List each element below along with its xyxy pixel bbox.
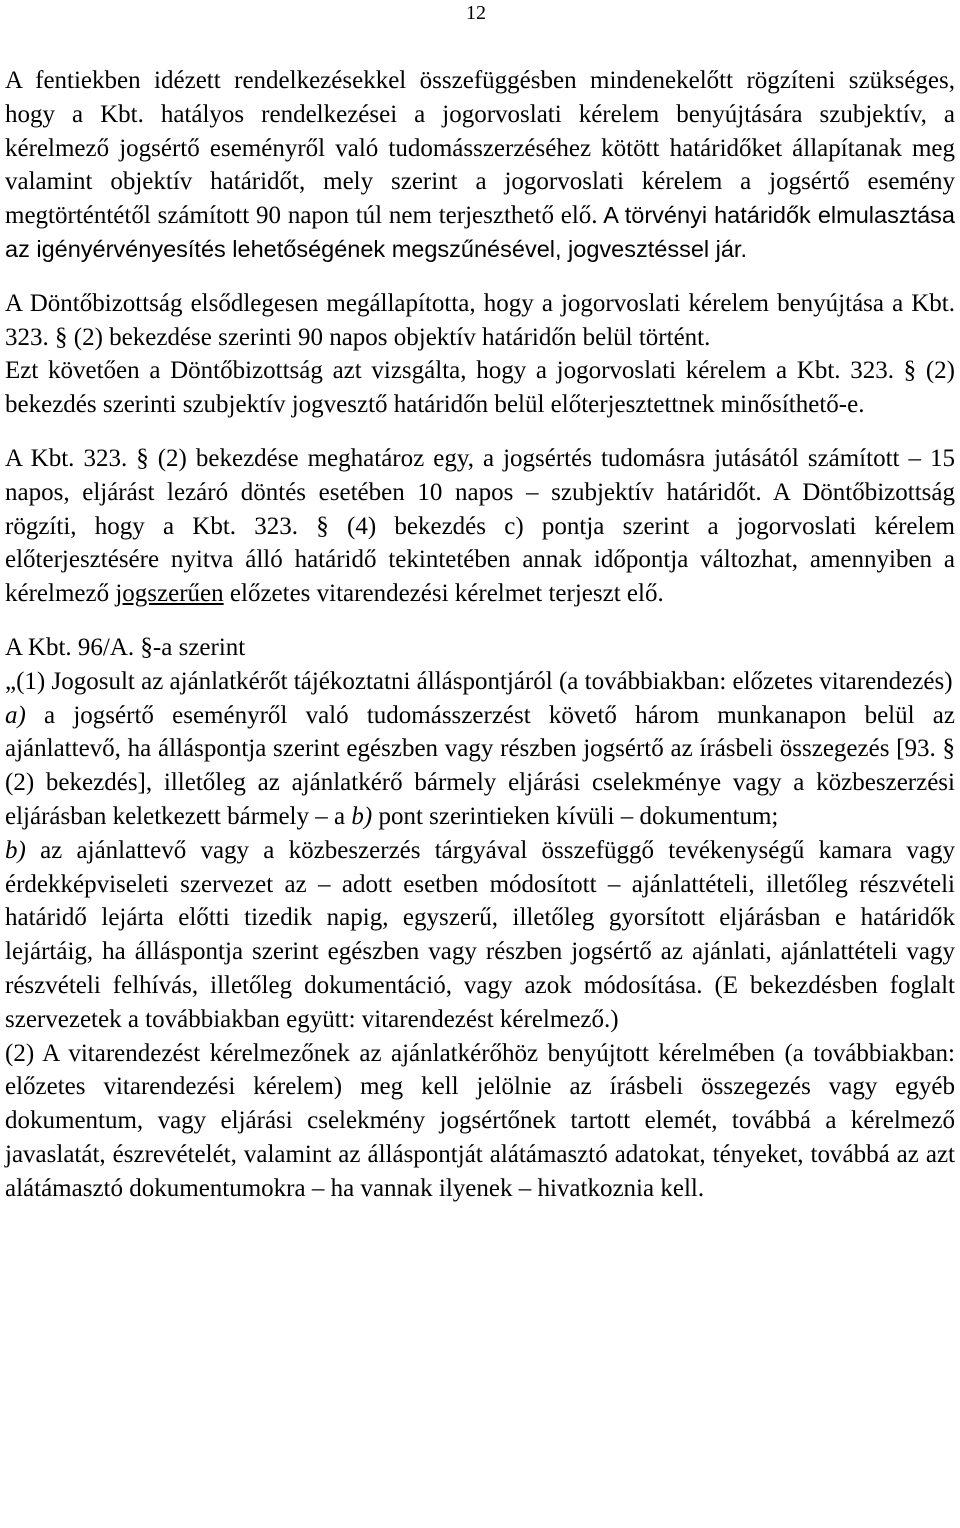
point-b-text: az ajánlattevő vagy a közbeszerzés tárgyával összefüggő tevékenységű kamara vagy érdekképviseleti szervezet az – adott esetben módosított – ajánlattételi, illetőleg részvételi határidő lejárta előtti tizedik napig, egyszerű, illetőleg gyorsított eljárásban e határidők lejártáig, ha álláspontja szerint egészben vagy részben jogsértő az ajánlati, ajánlattételi vagy részvételi felhívás, illetőleg dokumentáció, vagy azok módosítása. (E bekezdésben foglalt szervezetek a továbbiakban együtt: vitarendezést kérelmező.) <box>5 836 955 1033</box>
quote-subsection-1: „(1) Jogosult az ajánlatkérőt tájékoztatni álláspontjáról (a továbbiakban: előzetes vitarendezés) <box>5 667 953 695</box>
paragraph-kbt-323-end: előzetes vitarendezési kérelmet terjeszt elő. <box>223 580 664 608</box>
point-b-reference: b) <box>351 802 373 830</box>
quote-point-a <box>5 699 955 834</box>
quote-subsection-2: (2) A vitarendezést kérelmezőnek az ajánlatkérőhöz benyújtott kérelmében (a továbbiakban: előzetes vitarendezési kérelem) meg kell jelölnie az írásbeli összegezés vagy egyéb dokumentum, vagy eljárási cselekmény jogsértőnek tartott elemét, továbbá a kérelmező javaslatát, észrevételét, valamint az álláspontját alátámasztó adatokat, tényeket, továbbá az azt alátámasztó dokumentumokra – ha vannak ilyenek – hivatkoznia kell. <box>5 1039 955 1202</box>
paragraph-deadlines-consequence: A törvényi határidők elmulasztása az igényérvényesítés lehetőségének megszűnésével, jogvesztéssel jár. <box>5 202 955 262</box>
paragraph-kbt-96a-intro: A Kbt. 96/A. §-a szerint <box>5 633 246 661</box>
paragraph-subjective-deadline: Ezt követően a Döntőbizottság azt vizsgálta, hogy a jogorvoslati kérelem a Kbt. 323. § (2) bekezdés szerinti szubjektív jogvesztő határidőn belül előterjesztettnek minősíthető-e. <box>5 357 955 419</box>
point-a-text: a jogsértő eseményről való tudomásszerzést követő három munkanapon belül az ajánlattevő, ha álláspontja szerint egészben vagy részben jogsértő az írásbeli összegezés [93. § (2) bekezdés], illetőleg az ajánlatkérő bármely eljárási cselekménye vagy a közbeszerzési eljárásban keletkezett bármely – a <box>5 701 955 830</box>
paragraph-kbt-323-text: A Kbt. 323. § (2) bekezdése meghatároz egy, a jogsértés tudomásra jutásától számított – 15 napos, eljárást lezáró döntés esetében 10 napos – szubjektív határidőt. A Döntőbizottság rögzíti, hogy a Kbt. 323. § (4) bekezdés c) pontja szerint a jogorvoslati kérelem előterjesztésére nyitva álló határidő tekintetében annak időpontja változhat, amennyiben a kérelmező <box>5 444 955 608</box>
point-a-text-end: pont szerintieken kívüli – dokumentum; <box>372 802 779 830</box>
paragraph-objective-deadline: A Döntőbizottság elsődlegesen megállapította, hogy a jogorvoslati kérelem benyújtása a Kbt. 323. § (2) bekezdése szerinti 90 napos objektív határidőn belül történt. <box>5 289 955 351</box>
page-number: 12 <box>466 2 486 24</box>
paragraph-deadlines <box>5 64 955 267</box>
quote-point-b <box>5 834 955 1037</box>
document-body <box>5 64 955 1206</box>
paragraph-kbt-323 <box>5 442 955 611</box>
point-b-label: b) <box>5 836 26 864</box>
paragraph-deadlines-main: A fentiekben idézett rendelkezésekkel összefüggésben mindenekelőtt rögzíteni szükséges, hogy a Kbt. hatályos rendelkezései a jogorvoslati kérelem benyújtására szubjektív, a kérelmező jogsértő eseményről való tudomásszerzéséhez kötött határidőket állapítanak meg valamint objektív határidőt, mely szerint a jogorvoslati kérelem a jogsértő esemény megtörténtétől számított 90 napon túl nem terjeszthető elő. <box>5 67 955 230</box>
point-a-label: a) <box>5 701 26 729</box>
underlined-term: jogszerűen <box>115 580 224 608</box>
